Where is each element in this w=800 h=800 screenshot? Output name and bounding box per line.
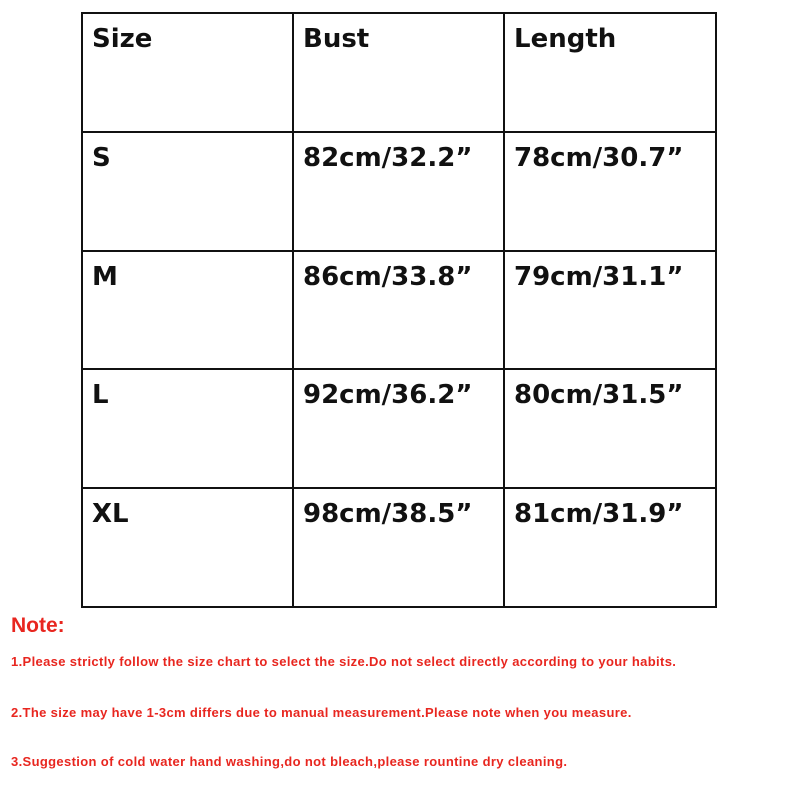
bust-cell: 98cm/38.5” [293,488,504,607]
table-row [82,369,716,488]
table-header-row [82,13,716,132]
length-cell: 79cm/31.1” [504,251,716,370]
table-row [82,132,716,251]
size-chart-table [81,12,717,608]
note-title: Note: [11,614,65,637]
bust-cell: 82cm/32.2” [293,132,504,251]
header-length: Length [504,13,716,132]
table-row [82,488,716,607]
header-size: Size [82,13,293,132]
note-item-1: 1.Please strictly follow the size chart to select the size.Do not select directly according to your habits. [11,654,677,669]
bust-cell: 92cm/36.2” [293,369,504,488]
bust-cell: 86cm/33.8” [293,251,504,370]
table-row [82,251,716,370]
size-cell: M [82,251,293,370]
length-cell: 78cm/30.7” [504,132,716,251]
header-bust: Bust [293,13,504,132]
length-cell: 81cm/31.9” [504,488,716,607]
note-item-3: 3.Suggestion of cold water hand washing,do not bleach,please rountine dry cleaning. [11,754,568,769]
size-cell: L [82,369,293,488]
size-cell: XL [82,488,293,607]
length-cell: 80cm/31.5” [504,369,716,488]
note-item-2: 2.The size may have 1-3cm differs due to manual measurement.Please note when you measure. [11,705,632,720]
size-cell: S [82,132,293,251]
